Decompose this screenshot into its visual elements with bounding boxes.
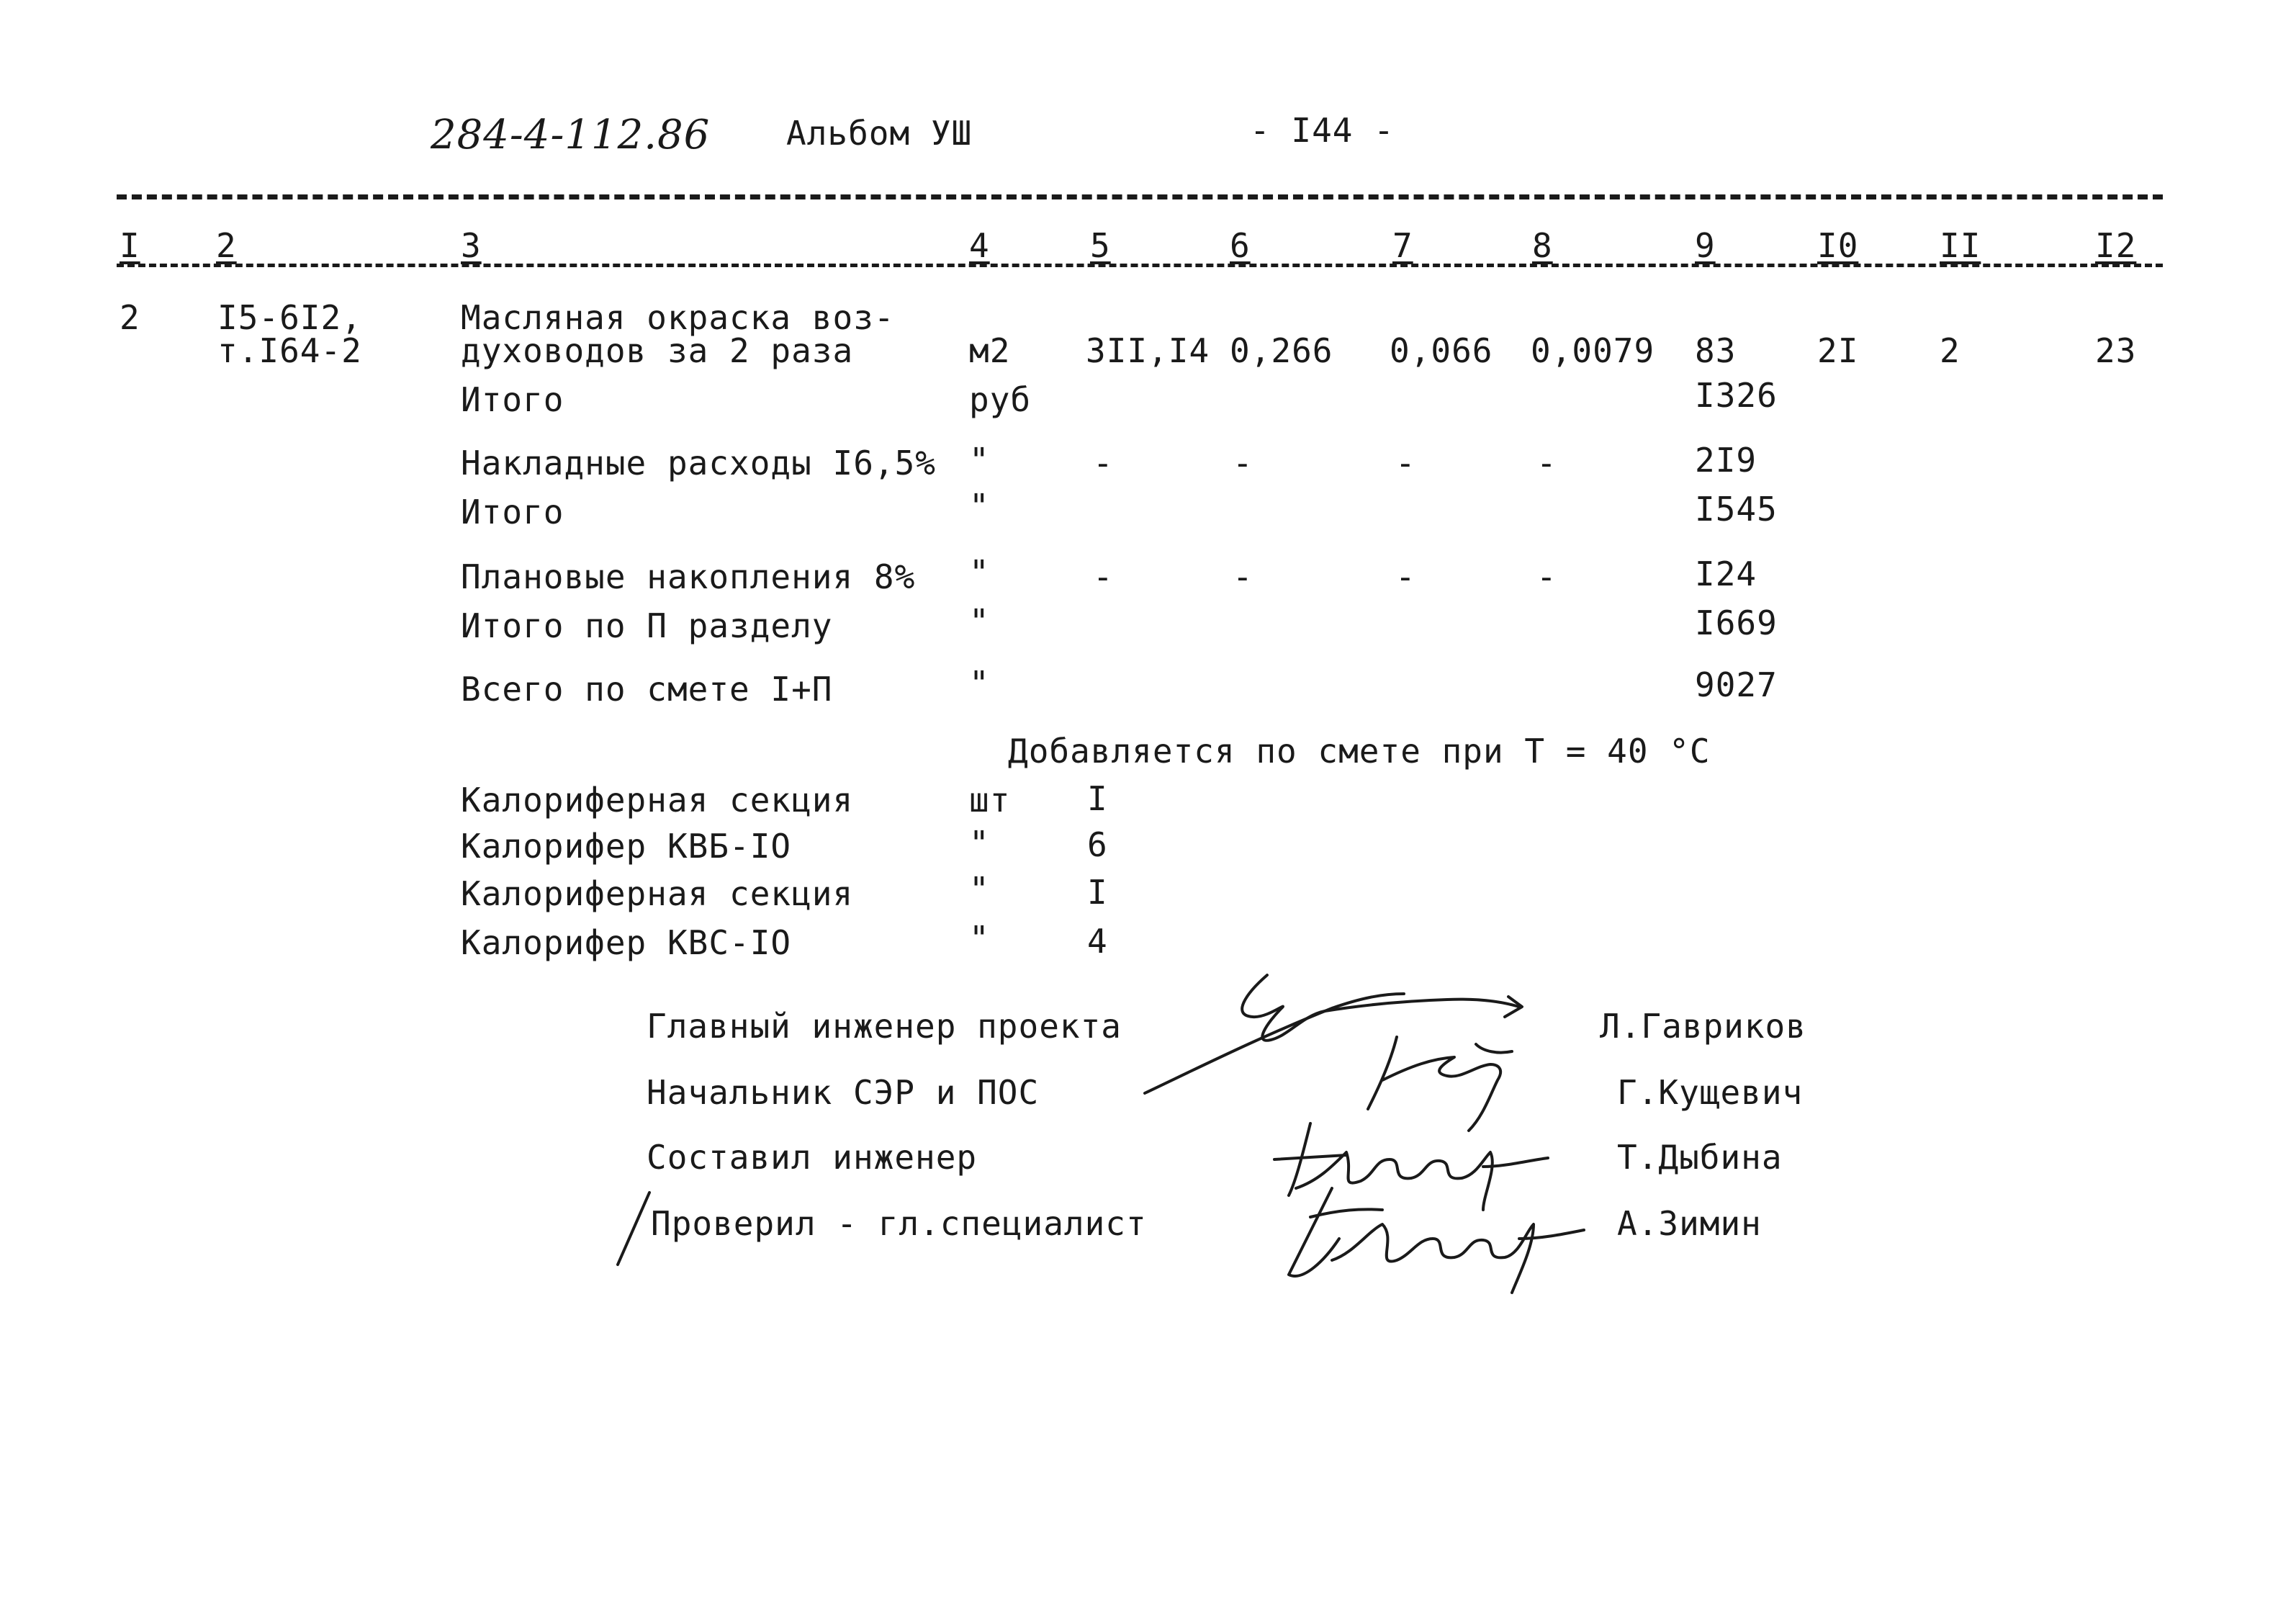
total-label: Итого: [461, 493, 564, 531]
addition-item-qty: 4: [1087, 922, 1108, 961]
column-number: II: [1940, 226, 1981, 265]
total-label: Всего по смете I+П: [461, 670, 833, 709]
column-number: I0: [1817, 226, 1859, 265]
total-label: Накладные расходы I6,5%: [461, 444, 936, 482]
album-label: Альбом УШ: [786, 114, 973, 153]
quantity: 3II,I4: [1086, 331, 1210, 370]
document-code: 284-4-112.86: [431, 112, 711, 158]
total-unit: ": [969, 487, 990, 526]
total-label: Итого: [461, 380, 564, 419]
addition-item-unit: ": [969, 919, 990, 958]
addition-item-name: Калорифер КВБ-IO: [461, 827, 792, 866]
signatory-name: Л.Гавриков: [1600, 1007, 1806, 1046]
norm-code: I5-6I2,: [217, 298, 362, 337]
total-dash: -: [1233, 557, 1253, 596]
total-amount: I326: [1695, 376, 1778, 415]
handwritten-signature: [1274, 1174, 1606, 1296]
total-amount: I545: [1695, 490, 1778, 529]
column-8-value: 0,0079: [1531, 331, 1655, 370]
header-divider: [117, 194, 2163, 199]
total-dash: -: [1093, 444, 1114, 482]
addition-item-unit: ": [969, 870, 990, 909]
addition-item-name: Калорифер КВС-IO: [461, 923, 792, 962]
work-description: духоводов за 2 раза: [461, 331, 854, 370]
total-dash: -: [1093, 557, 1114, 596]
column-9-value: 83: [1695, 331, 1737, 370]
column-6-value: 0,266: [1230, 331, 1333, 370]
signatory-name: Т.Дыбина: [1617, 1138, 1783, 1177]
signatory-name: А.Зимин: [1617, 1204, 1762, 1243]
column-number: I: [120, 226, 140, 265]
addition-item-unit: ": [969, 824, 990, 863]
column-7-value: 0,066: [1390, 331, 1493, 370]
addition-item-qty: I: [1087, 779, 1108, 818]
total-unit: ": [969, 441, 990, 480]
total-dash: -: [1395, 557, 1416, 596]
addition-item-unit: шт: [969, 781, 1011, 820]
total-unit: ": [969, 553, 990, 592]
signatory-title: Составил инженер: [647, 1138, 978, 1177]
column-number: 6: [1230, 226, 1251, 265]
column-number: I2: [2095, 226, 2137, 265]
addition-item-name: Калориферная секция: [461, 781, 854, 820]
column-number: 9: [1695, 226, 1716, 265]
total-dash: -: [1536, 557, 1557, 596]
signatory-title: Проверил - гл.специалист: [651, 1204, 1147, 1243]
total-amount: I24: [1695, 555, 1757, 593]
page-number: - I44 -: [1250, 111, 1395, 150]
total-amount: 2I9: [1695, 441, 1757, 480]
addition-heading: Добавляется по смете при Т = 40 °С: [1008, 732, 1711, 771]
column-number: 5: [1090, 226, 1111, 265]
total-unit: ": [969, 664, 990, 703]
row-number: 2: [120, 298, 140, 337]
check-slash-mark: [613, 1190, 657, 1269]
signatory-title: Главный инженер проекта: [647, 1007, 1122, 1046]
column-number: 2: [216, 226, 237, 265]
unit: м2: [969, 331, 1011, 370]
column-number: 4: [969, 226, 990, 265]
total-dash: -: [1536, 444, 1557, 482]
addition-item-name: Калориферная секция: [461, 874, 854, 913]
total-label: Плановые накопления 8%: [461, 557, 916, 596]
work-description: Масляная окраска воз-: [461, 298, 895, 337]
column-number: 3: [461, 226, 482, 265]
column-10-value: 2I: [1817, 331, 1859, 370]
norm-table-ref: т.I64-2: [217, 331, 362, 370]
total-amount: 9027: [1695, 665, 1778, 704]
signatory-name: Г.Кущевич: [1617, 1073, 1804, 1112]
total-unit: ": [969, 602, 990, 641]
column-number: 8: [1532, 226, 1553, 265]
column-12-value: 23: [2095, 331, 2137, 370]
signatory-title: Начальник СЭР и ПОС: [647, 1073, 1040, 1112]
column-number: 7: [1392, 226, 1413, 265]
addition-item-qty: I: [1087, 873, 1108, 912]
total-label: Итого по П разделу: [461, 606, 833, 645]
total-unit: руб: [969, 380, 1032, 419]
total-dash: -: [1395, 444, 1416, 482]
total-dash: -: [1233, 444, 1253, 482]
addition-item-qty: 6: [1087, 825, 1108, 864]
total-amount: I669: [1695, 603, 1778, 642]
column-11-value: 2: [1940, 331, 1960, 370]
